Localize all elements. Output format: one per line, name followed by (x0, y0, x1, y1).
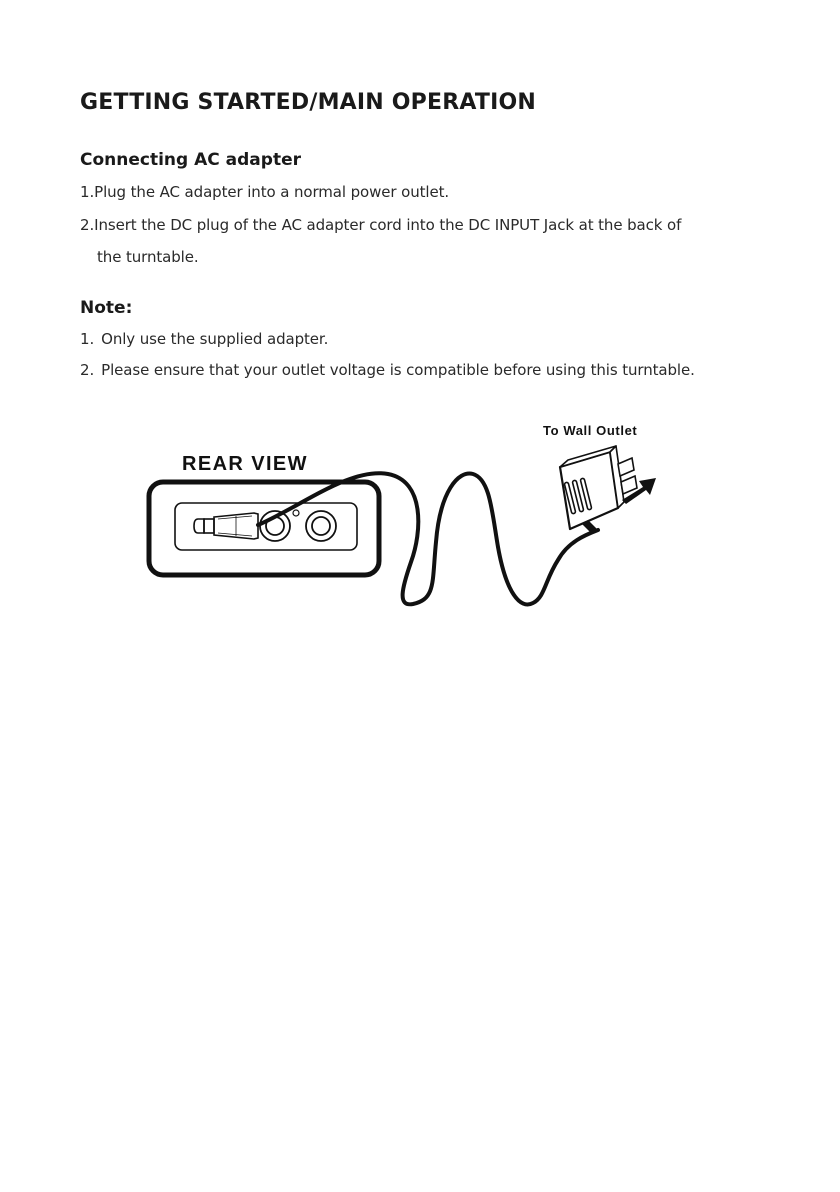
page-title: GETTING STARTED/MAIN OPERATION (80, 90, 536, 115)
rear-panel-frame (149, 482, 379, 575)
connecting-step-2-continued: the turntable. (97, 248, 199, 266)
note-item-2 (80, 361, 695, 379)
wall-adapter-icon (560, 446, 637, 534)
rca-jack-right-icon (306, 511, 336, 541)
step-number: 2. (80, 216, 95, 234)
dc-plug-icon (194, 513, 258, 539)
indicator-dot-icon (293, 510, 299, 516)
step-text: Insert the DC plug of the AC adapter cord into the DC INPUT Jack at the back of (94, 216, 682, 234)
connecting-heading: Connecting AC adapter (80, 150, 301, 170)
ac-adapter-connection-diagram (140, 412, 680, 622)
connecting-step-1 (80, 183, 449, 201)
note-text: Only use the supplied adapter. (101, 330, 329, 348)
to-wall-outlet-label: To Wall Outlet (543, 423, 638, 438)
note-number: 1. (80, 330, 95, 348)
note-text: Please ensure that your outlet voltage is compatible before using this turntable. (101, 361, 695, 379)
note-number: 2. (80, 361, 95, 379)
note-item-1 (80, 330, 328, 348)
connecting-step-2 (80, 216, 681, 234)
adapter-cord (258, 473, 598, 604)
step-text: Plug the AC adapter into a normal power outlet. (94, 183, 450, 201)
note-heading: Note: (80, 298, 133, 318)
step-number: 1. (80, 183, 95, 201)
rear-view-label: REAR VIEW (182, 453, 308, 475)
